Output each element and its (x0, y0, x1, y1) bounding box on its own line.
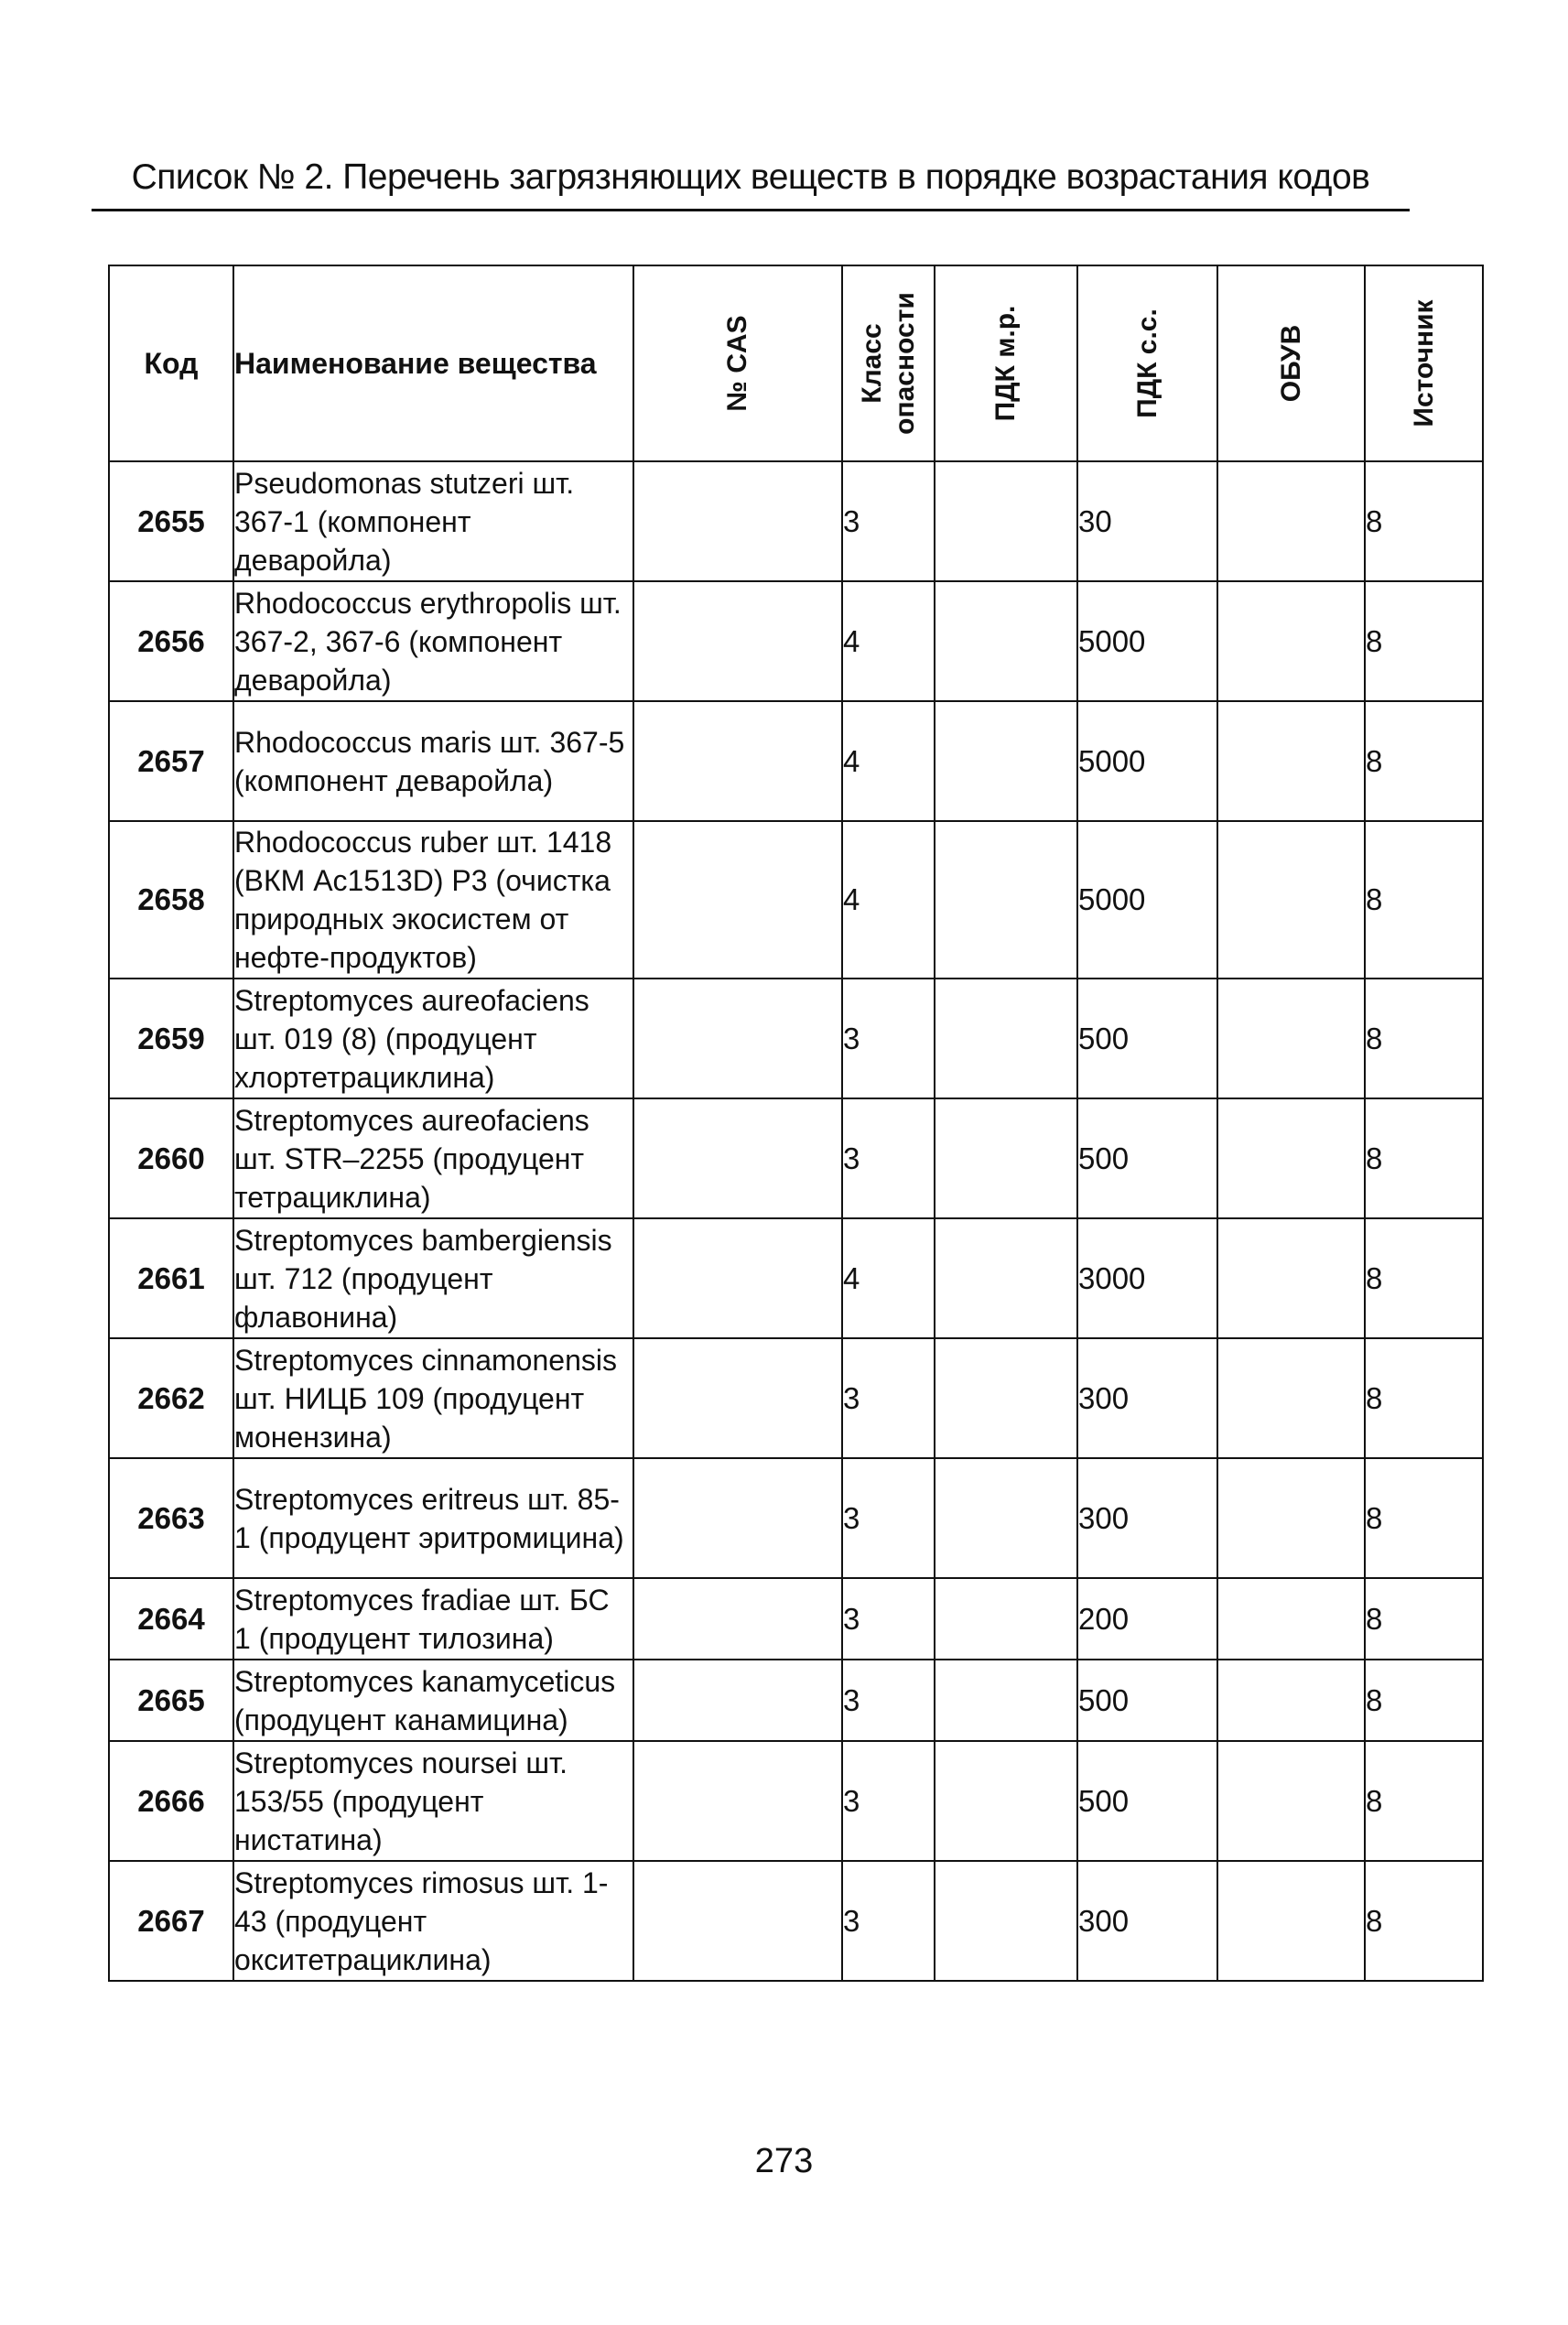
cell-hazard-class: 3 (842, 1660, 935, 1741)
cell-code: 2658 (109, 821, 233, 979)
cell-pdk-ss: 30 (1077, 461, 1217, 581)
cell-pdk-mr (935, 1098, 1077, 1218)
cell-obuv (1217, 1741, 1365, 1861)
cell-pdk-mr (935, 821, 1077, 979)
column-header-obuv-label: ОБУВ (1275, 324, 1306, 403)
cell-source: 8 (1365, 1218, 1483, 1338)
cell-cas (633, 1861, 842, 1981)
table-row (109, 1578, 1483, 1660)
cell-obuv (1217, 701, 1365, 821)
cell-pdk-ss: 200 (1077, 1578, 1217, 1660)
cell-hazard-class: 4 (842, 581, 935, 701)
cell-name: Streptomyces noursei шт. 153/55 (продуцент нистатина) (233, 1741, 633, 1861)
cell-cas (633, 701, 842, 821)
cell-pdk-ss: 3000 (1077, 1218, 1217, 1338)
column-header-source-label: Источник (1408, 299, 1439, 427)
cell-obuv (1217, 1861, 1365, 1981)
cell-code: 2666 (109, 1741, 233, 1861)
column-header-pdk-mr (935, 265, 1077, 461)
hazard-class-line1: Класс (856, 323, 887, 404)
cell-obuv (1217, 821, 1365, 979)
cell-pdk-ss: 300 (1077, 1338, 1217, 1458)
cell-cas (633, 461, 842, 581)
cell-hazard-class: 3 (842, 1458, 935, 1578)
cell-code: 2661 (109, 1218, 233, 1338)
cell-pdk-ss: 500 (1077, 1741, 1217, 1861)
cell-obuv (1217, 1098, 1365, 1218)
cell-hazard-class: 3 (842, 1338, 935, 1458)
column-header-code: Код (109, 265, 233, 461)
cell-pdk-mr (935, 1218, 1077, 1338)
cell-source: 8 (1365, 1458, 1483, 1578)
column-header-pdk-ss-label: ПДК с.с. (1131, 308, 1162, 418)
cell-pdk-mr (935, 701, 1077, 821)
table-body (109, 461, 1483, 1981)
cell-source: 8 (1365, 979, 1483, 1098)
cell-source: 8 (1365, 1578, 1483, 1660)
cell-hazard-class: 4 (842, 821, 935, 979)
cell-pdk-ss: 500 (1077, 1098, 1217, 1218)
cell-pdk-mr (935, 1741, 1077, 1861)
cell-source: 8 (1365, 1660, 1483, 1741)
cell-source: 8 (1365, 461, 1483, 581)
cell-pdk-mr (935, 979, 1077, 1098)
cell-code: 2660 (109, 1098, 233, 1218)
page-title: Список № 2. Перечень загрязняющих веществ в порядке возрастания кодов (92, 154, 1410, 211)
cell-obuv (1217, 1458, 1365, 1578)
cell-cas (633, 581, 842, 701)
cell-code: 2659 (109, 979, 233, 1098)
column-header-hazard-class-label (856, 292, 922, 435)
cell-name: Streptomyces eritreus шт. 85-1 (продуцент эритромицина) (233, 1458, 633, 1578)
table-row (109, 1861, 1483, 1981)
cell-pdk-mr (935, 1578, 1077, 1660)
cell-pdk-ss: 300 (1077, 1861, 1217, 1981)
cell-pdk-mr (935, 581, 1077, 701)
cell-obuv (1217, 581, 1365, 701)
cell-source: 8 (1365, 1098, 1483, 1218)
cell-hazard-class: 3 (842, 1098, 935, 1218)
column-header-hazard-class (842, 265, 935, 461)
cell-name: Streptomyces rimosus шт. 1-43 (продуцент окситетрациклина) (233, 1861, 633, 1981)
cell-pdk-ss: 5000 (1077, 821, 1217, 979)
table-row (109, 461, 1483, 581)
cell-cas (633, 1098, 842, 1218)
cell-hazard-class: 3 (842, 461, 935, 581)
cell-pdk-ss: 5000 (1077, 581, 1217, 701)
cell-source: 8 (1365, 1741, 1483, 1861)
table-row (109, 1338, 1483, 1458)
cell-source: 8 (1365, 1338, 1483, 1458)
column-header-cas-label: № CAS (722, 315, 752, 412)
cell-source: 8 (1365, 821, 1483, 979)
column-header-pdk-mr-label: ПДК м.р. (990, 305, 1021, 422)
cell-code: 2656 (109, 581, 233, 701)
cell-source: 8 (1365, 1861, 1483, 1981)
cell-cas (633, 821, 842, 979)
page-number: 273 (754, 2142, 814, 2180)
cell-source: 8 (1365, 701, 1483, 821)
column-header-source (1365, 265, 1483, 461)
cell-name: Streptomyces kanamyceticus (продуцент канамицина) (233, 1660, 633, 1741)
cell-cas (633, 979, 842, 1098)
cell-code: 2664 (109, 1578, 233, 1660)
cell-hazard-class: 3 (842, 1861, 935, 1981)
table-row (109, 1098, 1483, 1218)
cell-pdk-mr (935, 1660, 1077, 1741)
cell-hazard-class: 4 (842, 1218, 935, 1338)
table-row (109, 1741, 1483, 1861)
cell-name: Streptomyces aureofaciens шт. STR–2255 (продуцент тетрациклина) (233, 1098, 633, 1218)
cell-obuv (1217, 1338, 1365, 1458)
cell-cas (633, 1578, 842, 1660)
column-header-obuv (1217, 265, 1365, 461)
cell-pdk-mr (935, 1861, 1077, 1981)
column-header-cas (633, 265, 842, 461)
cell-cas (633, 1741, 842, 1861)
cell-name: Streptomyces aureofaciens шт. 019 (8) (продуцент хлортетрациклина) (233, 979, 633, 1098)
cell-name: Rhodococcus maris шт. 367-5 (компонент деваройла) (233, 701, 633, 821)
cell-name: Rhodococcus erythropolis шт. 367-2, 367-6 (компонент деваройла) (233, 581, 633, 701)
cell-pdk-ss: 500 (1077, 1660, 1217, 1741)
table-row (109, 701, 1483, 821)
hazard-class-line2: опасности (889, 292, 920, 435)
cell-code: 2667 (109, 1861, 233, 1981)
table-row (109, 821, 1483, 979)
table-row (109, 1660, 1483, 1741)
table-row (109, 1218, 1483, 1338)
cell-cas (633, 1458, 842, 1578)
cell-pdk-mr (935, 461, 1077, 581)
cell-cas (633, 1338, 842, 1458)
header-row (109, 265, 1483, 461)
substances-table-container (108, 265, 1482, 1982)
cell-pdk-ss: 5000 (1077, 701, 1217, 821)
cell-code: 2655 (109, 461, 233, 581)
cell-pdk-mr (935, 1458, 1077, 1578)
cell-name: Rhodococcus ruber шт. 1418 (ВКМ Ac1513D) Р3 (очистка природных экосистем от нефте-продуктов) (233, 821, 633, 979)
cell-pdk-ss: 300 (1077, 1458, 1217, 1578)
cell-code: 2662 (109, 1338, 233, 1458)
cell-hazard-class: 3 (842, 1741, 935, 1861)
cell-hazard-class: 3 (842, 979, 935, 1098)
cell-hazard-class: 4 (842, 701, 935, 821)
column-header-name: Наименование вещества (233, 265, 633, 461)
table-row (109, 581, 1483, 701)
column-header-pdk-ss (1077, 265, 1217, 461)
cell-name: Streptomyces cinnamonensis шт. НИЦБ 109 (продуцент монензина) (233, 1338, 633, 1458)
cell-name: Streptomyces bambergiensis шт. 712 (продуцент флавонина) (233, 1218, 633, 1338)
table-row (109, 1458, 1483, 1578)
cell-obuv (1217, 979, 1365, 1098)
substances-table (108, 265, 1484, 1982)
table-row (109, 979, 1483, 1098)
cell-obuv (1217, 1218, 1365, 1338)
cell-obuv (1217, 1660, 1365, 1741)
cell-hazard-class: 3 (842, 1578, 935, 1660)
cell-pdk-ss: 500 (1077, 979, 1217, 1098)
cell-name: Streptomyces fradiae шт. БС 1 (продуцент тилозина) (233, 1578, 633, 1660)
cell-obuv (1217, 461, 1365, 581)
cell-pdk-mr (935, 1338, 1077, 1458)
cell-code: 2657 (109, 701, 233, 821)
cell-source: 8 (1365, 581, 1483, 701)
cell-code: 2665 (109, 1660, 233, 1741)
table-header (109, 265, 1483, 461)
cell-name: Pseudomonas stutzeri шт. 367-1 (компонент деваройла) (233, 461, 633, 581)
cell-cas (633, 1660, 842, 1741)
cell-obuv (1217, 1578, 1365, 1660)
cell-cas (633, 1218, 842, 1338)
cell-code: 2663 (109, 1458, 233, 1578)
